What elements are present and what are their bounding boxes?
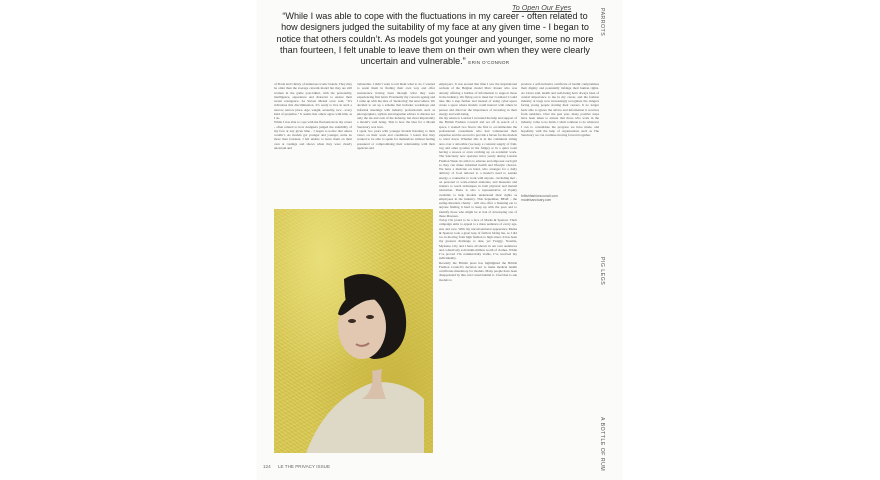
page-footer bbox=[263, 464, 330, 469]
paragraph: vulnerable. I didn’t want to tell them what to do. I wanted to assist them in finding their own way and offer reassurance having been through what they were experiencing first hand. Eventually my concern ageing and I came up with the idea of ‘mentoring’ the newcomers. We decided to set up a scheme that includes workshops and informal meetings with industry professionals such as photographers, stylists and magazine editors to discuss not only the ins and outs of the industry, but most importantly a model’s well being. This is how the idea for a Model Sanctuary was born. bbox=[357, 82, 435, 129]
side-label: A BOTTLE OF RUM bbox=[599, 417, 605, 472]
reference-urls bbox=[521, 194, 601, 203]
pull-quote bbox=[274, 11, 596, 68]
pull-quote-attribution: ERIN O’CONNOR bbox=[468, 60, 510, 66]
paragraph: Recently the British press has highlighted the British Fashion Council’s decision not to make medical health certificates mandatory for models. Many people have been disappointed by this, but I stand behind it. I feel that to ask models to bbox=[439, 260, 517, 282]
url-link[interactable]: britishfashioncouncil.com bbox=[521, 194, 558, 198]
paragraph: produce a self-inclusive certificate of health compromises their dignity and potentially infringe their human rights. As I have said, health and well-being have always been of central importance to me in my career, and the fashion industry at large now increasingly recognises the dangers facing young people starting their careers. It no longer feels able to ignore the advice and information it receives from outsiders. Over the past year, many positive steps have been taken to ensure that those who work in the industry come to no harm. I shall continue to do whatever I can to consolidate the progress we have made, and hopefully with the help of organisations such as The Sanctuary we can continue moving forward together. bbox=[521, 82, 599, 137]
article-column-3 bbox=[439, 82, 517, 452]
section-title-link[interactable]: To Open Our Eyes bbox=[512, 3, 572, 12]
page-number: 124 bbox=[263, 464, 271, 469]
pull-quote-text: “While I was able to cope with the fluctuations in my career - often related to how designers judged the suitability of my face at any given time - I began to notice that others couldn’t. As models got younger and younger, some no more than fourteen, I felt unable to leave them on their own when they were clearly uncertain and vulnerable.” bbox=[276, 11, 594, 67]
paragraph: On my return to London I recruited the help and support of the British Fashion Council and set off in search of a space. I wanted two floors: the first to accommodate the professional consultants who had volunteered their expertise and the second to provide a haven for the models to wind down. Whether this is in the communal sitting area over a smoothie (we keep a constant supply of fruit, veg and other goodies in the fridge) or in a quiet room having a snooze or even catching up on academic work. The Sanctuary now operates twice yearly during London Fashion Week. Its aim is to educate and empower each girl so they can make informed health and lifestyle choices. We have a dietician on hand, who arranges for a daily delivery of food tailored to a model’s need to sustain energy, a counsellor to work with anyone - including me! - on personal or work-related anxieties, and masseurs and trainers to teach techniques in both physical and mental relaxation. There is also a representative of Equity available to help models understand their rights as employees in the industry. This September, BEAT - the eating-disorders charity - will also offer a listening ear to anyone finding it hard to keep up with the pace and to identify those who might be at risk of developing one of these illnesses. bbox=[439, 116, 517, 218]
magazine-name: LE THE PRIVACY ISSUE bbox=[277, 464, 331, 469]
url-link[interactable]: modelsanctuary.com bbox=[521, 198, 552, 203]
article-column-1 bbox=[274, 82, 352, 206]
article-column-2 bbox=[357, 82, 435, 206]
portrait-photo bbox=[274, 209, 433, 453]
paragraph: Today I’m proud to be a face of Marks & Spencer. Their campaign aims to appeal to a mass audience of every age, size and race. With my unconventional appearance Marks & Spencer took a great leap of faith in hiring me, as I did too in moving from high fashion to high street. It has been my greatest challenge to date, yet Twiggy, Noemie, Myleene, Lily and I have all shown in our own audiences and collectively sold multi-million worth of clothes. While I’ve proved I’m commercially viable, I’ve resolved my individuality. bbox=[439, 218, 517, 261]
paragraph: While I was able to cope with the fluctuations in my career - often related to how designers judged the suitability of my face at any given time - I began to notice that others couldn’t. As models got younger and younger, some no more than fourteen, I felt unable to leave them on their own at castings and shows when they were clearly uncertain and bbox=[274, 120, 352, 150]
paragraph: of Prada and Christy of numerous iconic brands. They may be older than the average catwalk model but they are still women in the game post-bikini, with the personality, intelligence, experience and character to ensure their recent resurgence. As Steven Meisel once said, “It’s ridiculous this discrimination. It’s ready to live in such a narrow, narrow place. Age, weight, sexuality, race - every kind of prejudice.” It seems that others agree with him, as I do. bbox=[274, 82, 352, 120]
paragraph: employers. It was around that time I saw the inspirational website of the Belgian model Marc Rosier who was already offering a hotline of information to support those in the industry. On flying out to meet her I realised I could take this a step further and instead of using cyber-space create a space where models could interact with others in person and discover the importance of investing in their energy and well-being. bbox=[439, 82, 517, 116]
portrait-illustration bbox=[274, 209, 433, 453]
side-label: PIG LEGS bbox=[599, 257, 605, 286]
side-label: PARROTS bbox=[599, 8, 605, 37]
paragraph: I spent two years with younger models listening to their views on their work and conditions. I learnt that they wanted to be able to speak for themselves without feeling pressured or compromising their relationship with their agencies and bbox=[357, 128, 435, 150]
